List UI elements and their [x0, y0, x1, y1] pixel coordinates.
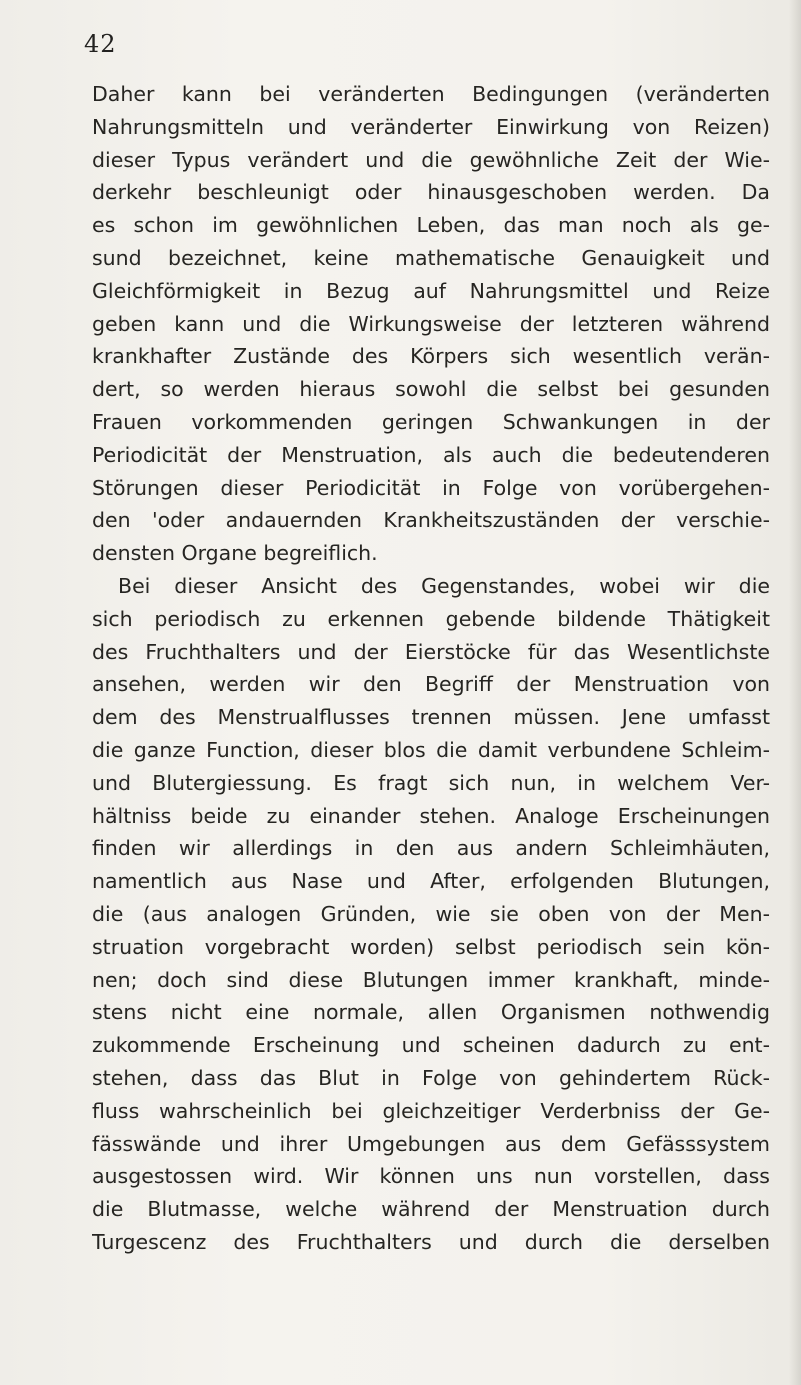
text-line: ausgestossen wird. Wir können uns nun vorstellen, dass	[92, 1164, 770, 1189]
text-line: geben kann und die Wirkungsweise der letzteren während	[92, 311, 770, 336]
text-line: den 'oder andauernden Krankheitszuständen der verschie-	[92, 508, 770, 533]
text-line: und Blutergiessung. Es fragt sich nun, in welchem Ver-	[92, 770, 770, 795]
text-line: struation vorgebracht worden) selbst periodisch sein kön-	[92, 934, 770, 959]
text-line: hältniss beide zu einander stehen. Analoge Erscheinungen	[92, 803, 770, 828]
text-line: Periodicität der Menstruation, als auch die bedeutenderen	[92, 442, 770, 467]
text-line: finden wir allerdings in den aus andern Schleimhäuten,	[92, 836, 770, 861]
text-line: sich periodisch zu erkennen gebende bildende Thätigkeit	[92, 606, 770, 631]
text-line: dert, so werden hieraus sowohl die selbst bei gesunden	[92, 377, 770, 402]
text-line: Störungen dieser Periodicität in Folge von vorübergehen-	[92, 475, 770, 500]
text-line: sund bezeichnet, keine mathematische Genauigkeit und	[92, 245, 770, 270]
text-line: fässwände und ihrer Umgebungen aus dem Gefässsystem	[92, 1131, 770, 1156]
page-number: 42	[84, 30, 117, 58]
text-line: Gleichförmigkeit in Bezug auf Nahrungsmittel und Reize	[92, 278, 770, 303]
text-line: des Fruchthalters und der Eierstöcke für das Wesentlichste	[92, 639, 770, 664]
text-line: krankhafter Zustände des Körpers sich wesentlich verän-	[92, 344, 770, 369]
text-line: nen; doch sind diese Blutungen immer krankhaft, minde-	[92, 967, 770, 992]
text-line: Frauen vorkommenden geringen Schwankungen in der	[92, 409, 770, 434]
text-line: die (aus analogen Gründen, wie sie oben von der Men-	[92, 901, 770, 926]
text-line: derkehr beschleunigt oder hinausgeschoben werden. Da	[92, 180, 770, 205]
page-edge-shadow	[789, 0, 801, 1385]
text-line: die Blutmasse, welche während der Menstruation durch	[92, 1197, 770, 1222]
text-line: dieser Typus verändert und die gewöhnliche Zeit der Wie-	[92, 147, 770, 172]
body-text	[92, 78, 770, 1259]
text-line: Bei dieser Ansicht des Gegenstandes, wobei wir die	[118, 573, 770, 598]
text-line: stens nicht eine normale, allen Organismen nothwendig	[92, 1000, 770, 1025]
text-line: zukommende Erscheinung und scheinen dadurch zu ent-	[92, 1033, 770, 1058]
text-line: fluss wahrscheinlich bei gleichzeitiger Verderbniss der Ge-	[92, 1098, 770, 1123]
text-line: Nahrungsmitteln und veränderter Einwirkung von Reizen)	[92, 114, 770, 139]
text-line: es schon im gewöhnlichen Leben, das man noch als ge-	[92, 213, 770, 238]
text-line: densten Organe begreiflich.	[92, 541, 378, 566]
text-line: Turgescenz des Fruchthalters und durch die derselben	[92, 1229, 770, 1254]
text-line: namentlich aus Nase und After, erfolgenden Blutungen,	[92, 869, 770, 894]
text-line: ansehen, werden wir den Begriff der Menstruation von	[92, 672, 770, 697]
text-line: Daher kann bei veränderten Bedingungen (veränderten	[92, 82, 770, 106]
text-line: dem des Menstrualflusses trennen müssen. Jene umfasst	[92, 705, 770, 730]
text-line: die ganze Function, dieser blos die damit verbundene Schleim-	[92, 737, 770, 762]
text-line: stehen, dass das Blut in Folge von gehindertem Rück-	[92, 1065, 770, 1090]
